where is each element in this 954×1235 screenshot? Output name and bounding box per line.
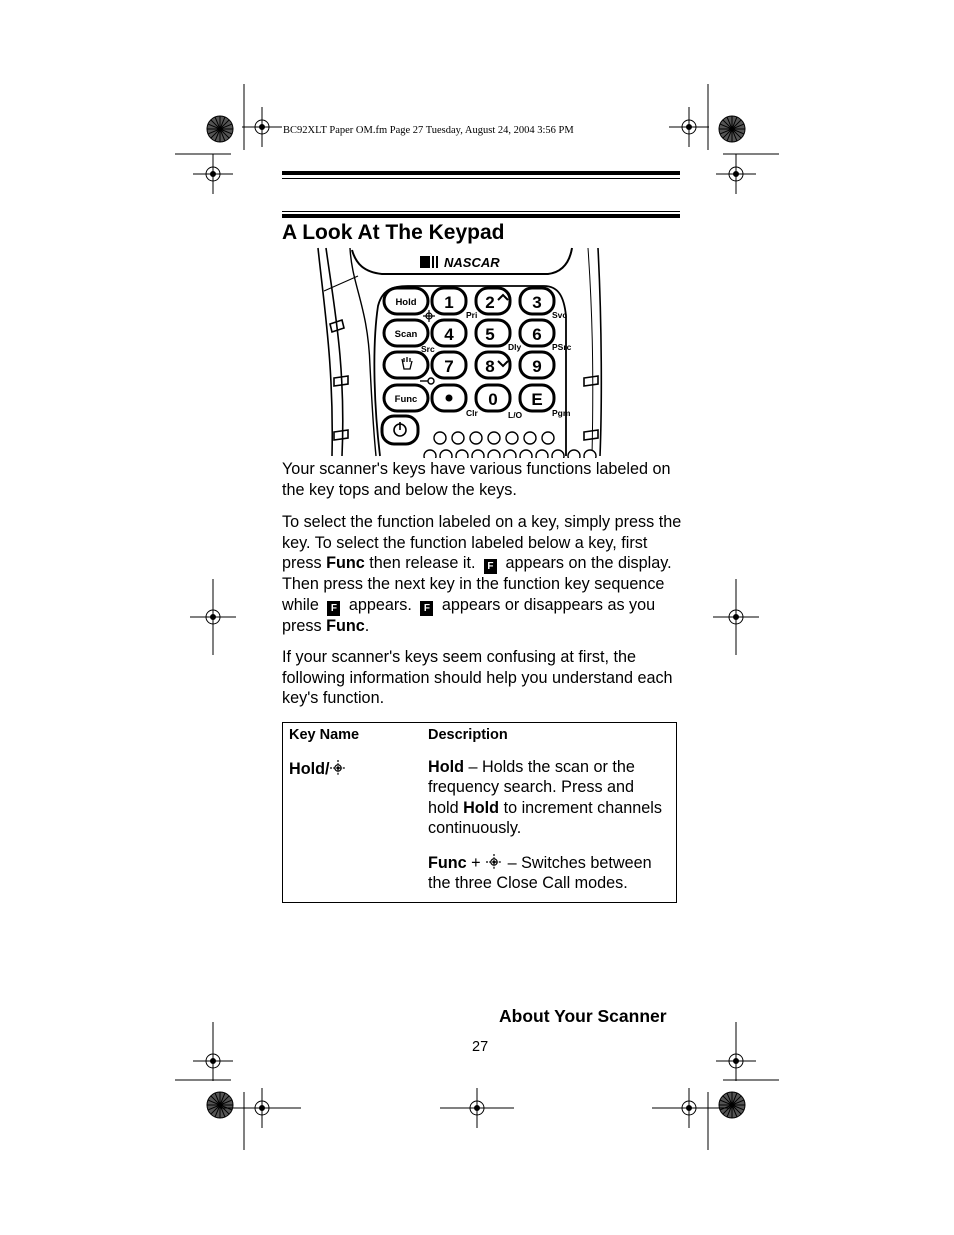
svg-text:1: 1 (444, 293, 454, 312)
intro-paragraph: Your scanner's keys have various functions labeled on the key tops and below the keys. (282, 460, 671, 499)
title-rule-thick (282, 214, 680, 218)
page-number: 27 (472, 1039, 489, 1055)
top-rule-thin (282, 178, 680, 179)
nascar-logo (420, 255, 500, 270)
table-row-key-name: Hold/ (289, 759, 347, 779)
f-indicator-icon: F (327, 601, 340, 616)
svg-text:2: 2 (485, 293, 495, 312)
title-rule-thin (282, 211, 680, 212)
svg-text:Clr: Clr (466, 408, 478, 418)
svg-text:Pgm: Pgm (552, 408, 571, 418)
close-call-icon (485, 854, 503, 870)
help-paragraph: If your scanner's keys seem confusing at first, the following information should help you understand each key's function. (282, 648, 673, 708)
svg-text:Func: Func (394, 394, 418, 405)
svg-text:0: 0 (488, 390, 498, 409)
function-paragraph: To select the function labeled on a key, simply press the key. To select the function labeled below a key, first press Func then release it. F appears on the display. Then press the next key in the function key sequence while F appears. F appears or disappears as you press Func. (282, 513, 682, 635)
svg-text:3: 3 (532, 293, 542, 312)
svg-text:6: 6 (532, 325, 542, 344)
svg-text:4: 4 (444, 325, 454, 344)
svg-text:8: 8 (485, 357, 495, 376)
svg-text:Hold: Hold (395, 297, 417, 308)
keypad-illustration (312, 246, 612, 458)
table-row-description-2: Func + – Switches between the three Close Call modes. (428, 854, 652, 893)
svg-text:Dly: Dly (508, 342, 522, 352)
table-header-description: Description (428, 727, 508, 743)
svg-text:Scan: Scan (394, 329, 418, 340)
close-call-icon (329, 760, 347, 776)
svg-text:L/O: L/O (508, 410, 523, 420)
svg-text:9: 9 (532, 357, 542, 376)
table-row-description-1: Hold – Holds the scan or the frequency search. Press and hold Hold to increment channels continuously. (428, 758, 662, 838)
f-indicator-icon: F (484, 559, 497, 574)
table-header-key-name: Key Name (289, 727, 360, 743)
section-footer-title: About Your Scanner (499, 1006, 667, 1026)
svg-text:Pri: Pri (466, 310, 478, 320)
f-indicator-icon: F (420, 601, 433, 616)
svg-text:NASCAR: NASCAR (444, 255, 500, 270)
key-function-table (282, 722, 677, 903)
svg-text:Src: Src (421, 344, 435, 354)
svg-text:7: 7 (444, 357, 454, 376)
page-title: A Look At The Keypad (282, 221, 505, 244)
file-header: BC92XLT Paper OM.fm Page 27 Tuesday, August 24, 2004 3:56 PM (283, 125, 574, 136)
svg-text:5: 5 (485, 325, 495, 344)
svg-text:PSrc: PSrc (552, 342, 572, 352)
svg-text:Svc: Svc (552, 310, 568, 320)
top-rule-thick (282, 171, 680, 175)
svg-text:E: E (531, 390, 543, 409)
